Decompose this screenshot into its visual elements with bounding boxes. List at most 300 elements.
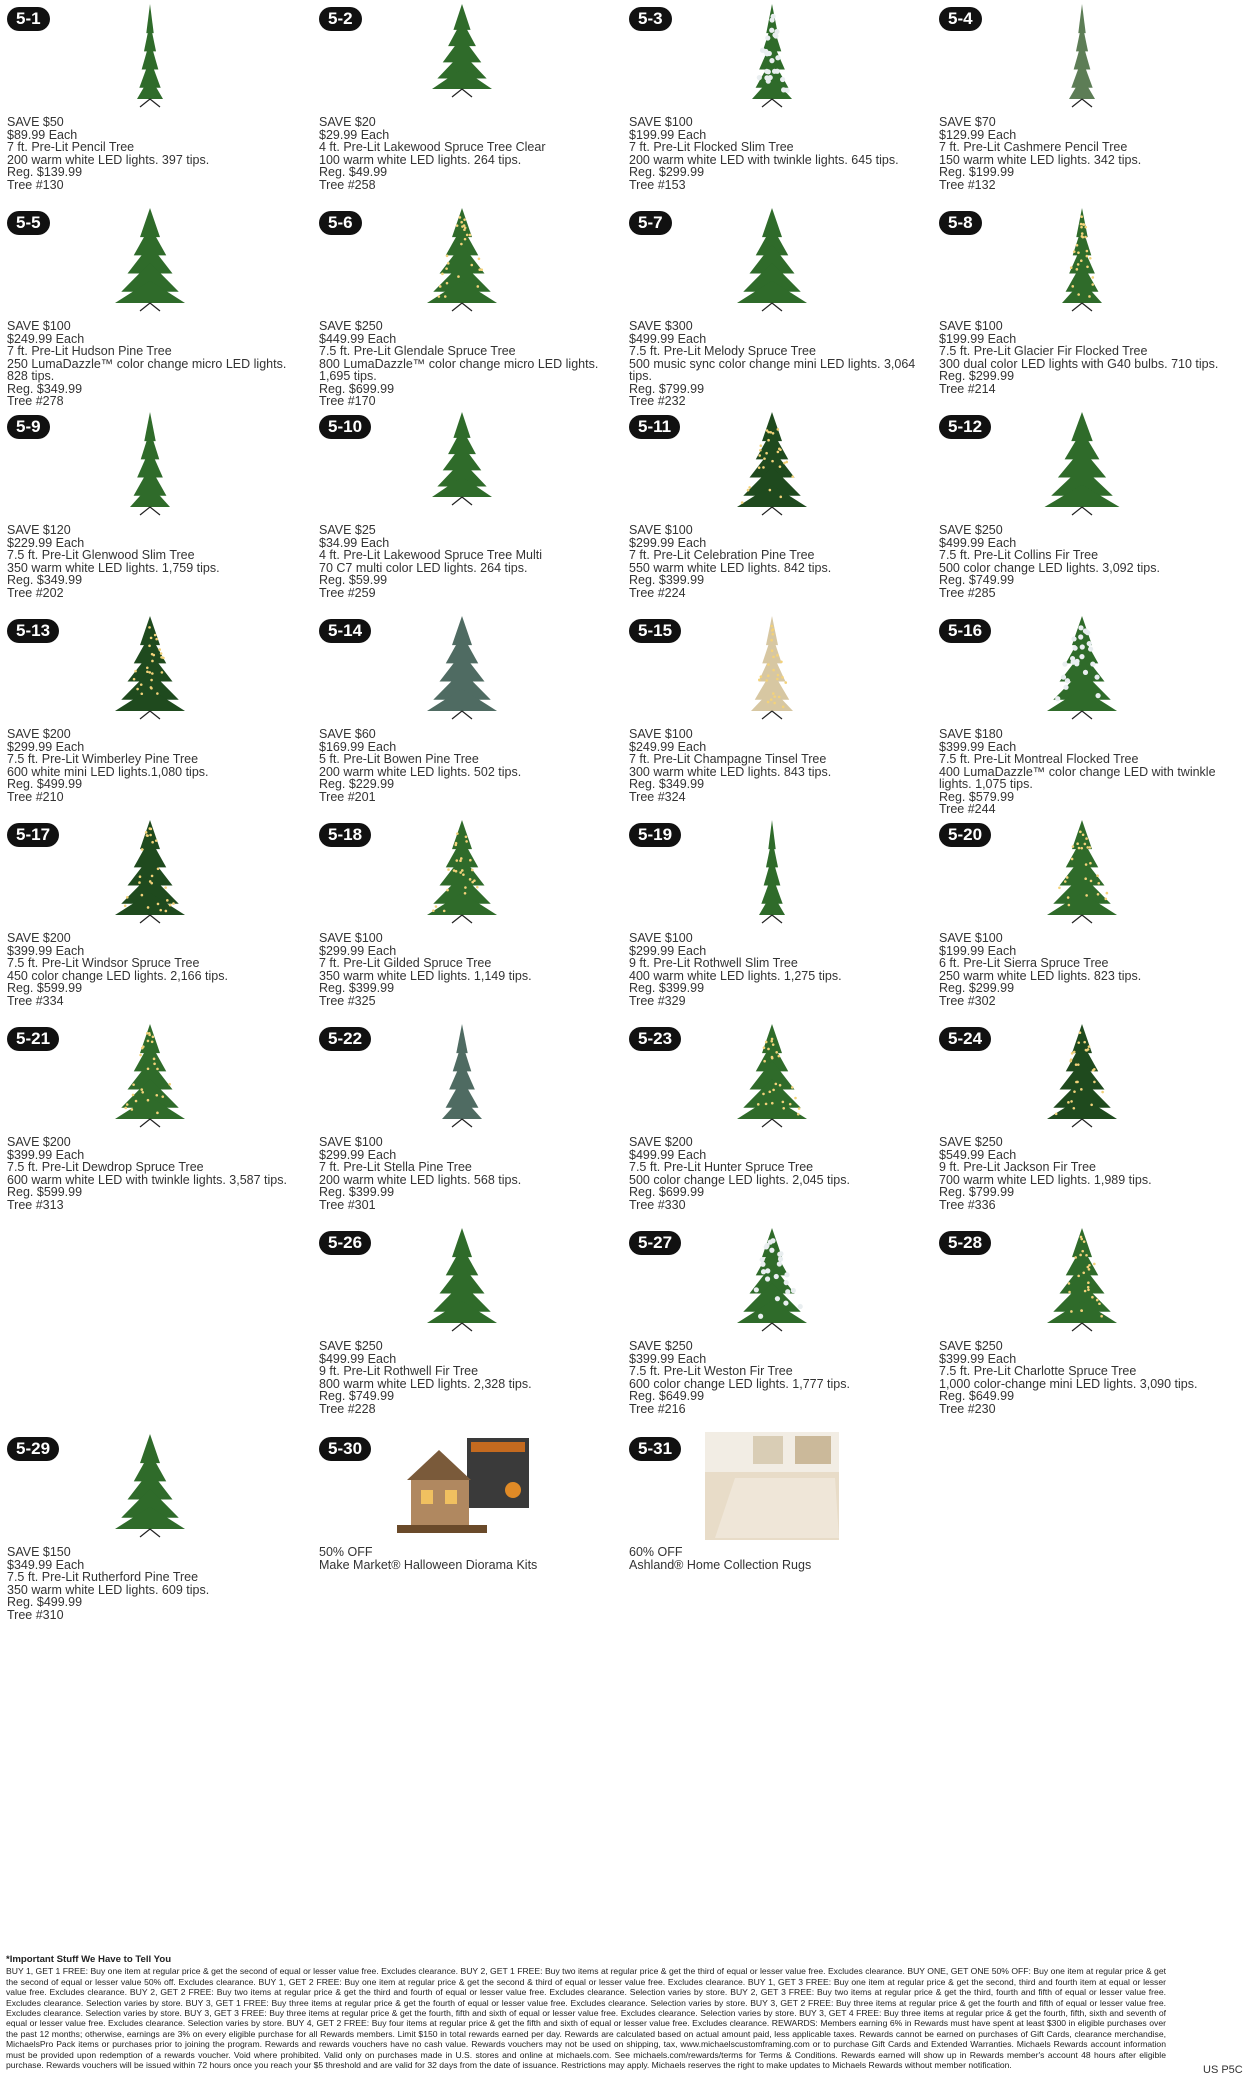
light-dot — [1068, 1282, 1071, 1285]
product-details — [939, 1136, 1239, 1211]
light-dot — [147, 1099, 150, 1102]
product-description: 200 warm white LED with twinkle lights. 645 tips. — [629, 152, 899, 167]
regular-price: Reg. $299.99 — [939, 981, 1015, 995]
light-dot — [1085, 1254, 1088, 1257]
tree-number: Tree #244 — [939, 802, 996, 816]
product-name: 7.5 ft. Pre-Lit Glenwood Slim Tree — [7, 548, 195, 562]
light-dot — [1090, 1103, 1093, 1106]
light-dot — [798, 1107, 801, 1110]
flock-speck — [757, 75, 762, 80]
tree-tier — [1069, 77, 1095, 99]
flock-speck — [785, 1289, 790, 1294]
light-dot — [780, 660, 783, 663]
light-dot — [132, 1094, 135, 1097]
light-dot — [477, 285, 480, 288]
light-dot — [1083, 223, 1086, 226]
light-dot — [147, 1040, 150, 1043]
product-name: 7.5 ft. Pre-Lit Glacier Fir Flocked Tree — [939, 344, 1148, 358]
product-details — [319, 728, 619, 803]
tree-number: Tree #228 — [319, 1401, 376, 1416]
light-dot — [466, 234, 469, 237]
light-dot — [1055, 1113, 1058, 1116]
legal-fine-print — [6, 1955, 1166, 2070]
item-number-badge: 5-14 — [319, 619, 371, 643]
tree-tier — [737, 485, 807, 507]
light-dot — [155, 638, 158, 641]
light-dot — [161, 671, 164, 674]
tree-stand — [762, 711, 772, 719]
flock-speck — [781, 87, 786, 92]
tree-number: Tree #153 — [629, 177, 686, 192]
flock-speck — [1080, 644, 1085, 649]
light-dot — [794, 1097, 797, 1100]
legal-heading: *Important Stuff We Have to Tell You — [6, 1954, 172, 1965]
product-details — [319, 116, 619, 191]
light-dot — [1085, 1049, 1088, 1052]
light-dot — [478, 257, 481, 260]
tree-number: Tree #310 — [7, 1607, 64, 1622]
light-dot — [153, 1062, 156, 1065]
flock-speck — [1083, 628, 1088, 633]
regular-price: Reg. $59.99 — [319, 573, 388, 587]
product-description: 800 LumaDazzle™ color change micro LED lights. 1,695 tips. — [319, 356, 599, 383]
savings-text: SAVE $100 — [319, 1135, 383, 1149]
savings-text: SAVE $200 — [629, 1135, 693, 1149]
product-details — [7, 320, 307, 408]
light-dot — [1075, 1063, 1078, 1066]
light-dot — [456, 224, 459, 227]
light-dot — [1073, 250, 1076, 253]
product-description: 300 warm white LED lights. 843 tips. — [629, 764, 832, 779]
tree-stand — [462, 1119, 472, 1127]
product-description: 70 C7 multi color LED lights. 264 tips. — [319, 560, 528, 575]
product-details — [939, 1340, 1239, 1415]
light-dot — [762, 466, 765, 469]
savings-text: SAVE $100 — [7, 319, 71, 333]
light-dot — [1085, 863, 1088, 866]
product-description: 350 warm white LED lights. 609 tips. — [7, 1582, 210, 1597]
product-details — [7, 932, 307, 1007]
light-dot — [1084, 226, 1087, 229]
product-details — [319, 524, 619, 599]
light-dot — [763, 1046, 766, 1049]
light-dot — [1070, 266, 1073, 269]
regular-price: Reg. $499.99 — [7, 1595, 83, 1609]
light-dot — [777, 428, 780, 431]
light-dot — [476, 886, 479, 889]
price-text: $229.99 Each — [7, 535, 85, 550]
light-dot — [1090, 880, 1093, 883]
regular-price: Reg. $499.99 — [7, 777, 83, 791]
tree-stand — [772, 1119, 782, 1127]
light-dot — [446, 889, 449, 892]
light-dot — [1087, 1281, 1090, 1284]
light-dot — [772, 628, 775, 631]
price-text: $34.99 Each — [319, 535, 390, 550]
light-dot — [765, 1103, 768, 1106]
price-text: $199.99 Each — [939, 943, 1017, 958]
tree-stand — [150, 1529, 160, 1537]
product-name: 4 ft. Pre-Lit Lakewood Spruce Tree Multi — [319, 548, 543, 562]
flock-speck — [768, 1240, 773, 1245]
flock-speck — [761, 1269, 766, 1274]
light-dot — [140, 1088, 143, 1091]
light-dot — [444, 295, 447, 298]
page-code: US P5C — [1203, 2064, 1243, 2076]
light-dot — [1084, 843, 1087, 846]
light-dot — [758, 454, 761, 457]
light-dot — [160, 652, 163, 655]
item-number-badge: 5-4 — [939, 7, 982, 31]
price-text: $399.99 Each — [7, 1147, 85, 1162]
light-dot — [763, 457, 766, 460]
light-dot — [773, 702, 776, 705]
light-dot — [778, 1055, 781, 1058]
light-dot — [1073, 1051, 1076, 1054]
product-name: 7.5 ft. Pre-Lit Dewdrop Spruce Tree — [7, 1160, 204, 1174]
regular-price: Reg. $349.99 — [629, 777, 705, 791]
product-description: 250 warm white LED lights. 823 tips. — [939, 968, 1142, 983]
flock-speck — [777, 1261, 782, 1266]
flock-speck — [758, 1314, 763, 1319]
tree-number: Tree #230 — [939, 1401, 996, 1416]
light-dot — [765, 452, 768, 455]
tree-stand — [772, 711, 782, 719]
tree-stand — [462, 915, 472, 923]
light-dot — [1076, 842, 1079, 845]
light-dot — [773, 695, 776, 698]
light-dot — [151, 672, 154, 675]
light-dot — [145, 831, 148, 834]
light-dot — [438, 295, 441, 298]
flock-speck — [1055, 696, 1060, 701]
product-description: 400 LumaDazzle™ color change LED with twinkle lights. 1,075 tips. — [939, 764, 1216, 791]
light-dot — [782, 1107, 785, 1110]
light-dot — [1084, 877, 1087, 880]
flock-speck — [1087, 641, 1092, 646]
product-description: 450 color change LED lights. 2,166 tips. — [7, 968, 228, 983]
light-dot — [1070, 1058, 1073, 1061]
price-text: $399.99 Each — [939, 739, 1017, 754]
light-dot — [760, 444, 763, 447]
flock-speck — [1083, 670, 1088, 675]
savings-text: SAVE $100 — [939, 319, 1003, 333]
item-number-badge: 5-2 — [319, 7, 362, 31]
item-number-badge: 5-24 — [939, 1027, 991, 1051]
light-dot — [443, 910, 446, 913]
light-dot — [1067, 896, 1070, 899]
light-dot — [139, 1054, 142, 1057]
price-text: Ashland® Home Collection Rugs — [629, 1557, 812, 1572]
flock-speck — [1090, 661, 1095, 666]
light-dot — [148, 671, 151, 674]
diorama-part — [421, 1490, 433, 1504]
tree-stand — [1072, 711, 1082, 719]
light-dot — [1092, 1069, 1095, 1072]
light-dot — [464, 892, 467, 895]
tree-number: Tree #336 — [939, 1197, 996, 1212]
flock-speck — [1094, 675, 1099, 680]
light-dot — [1074, 1256, 1077, 1259]
product-name: 7.5 ft. Pre-Lit Hunter Spruce Tree — [629, 1160, 814, 1174]
flock-speck — [798, 1304, 803, 1309]
item-number-badge: 5-29 — [7, 1437, 59, 1461]
savings-text: SAVE $250 — [629, 1339, 693, 1353]
item-number-badge: 5-7 — [629, 211, 672, 235]
light-dot — [772, 633, 775, 636]
product-name: 7.5 ft. Pre-Lit Rutherford Pine Tree — [7, 1570, 199, 1584]
item-number-badge: 5-23 — [629, 1027, 681, 1051]
flock-speck — [775, 1296, 780, 1301]
savings-text: SAVE $250 — [939, 523, 1003, 537]
light-dot — [459, 859, 462, 862]
regular-price: Reg. $399.99 — [629, 573, 705, 587]
product-name: 7.5 ft. Pre-Lit Wimberley Pine Tree — [7, 752, 199, 766]
light-dot — [446, 282, 449, 285]
light-dot — [789, 1103, 792, 1106]
light-dot — [146, 666, 149, 669]
flock-speck — [1079, 654, 1084, 659]
price-text: $499.99 Each — [939, 535, 1017, 550]
flock-speck — [1063, 685, 1068, 690]
light-dot — [1080, 1088, 1083, 1091]
diorama-part — [397, 1525, 487, 1533]
product-description: 250 LumaDazzle™ color change micro LED lights. 828 tips. — [7, 356, 287, 383]
savings-text: SAVE $100 — [629, 115, 693, 129]
rug-part — [715, 1478, 839, 1538]
savings-text: SAVE $100 — [629, 931, 693, 945]
light-dot — [1077, 263, 1080, 266]
item-number-badge: 5-17 — [7, 823, 59, 847]
product-details — [939, 320, 1239, 395]
tree-stand — [140, 1119, 150, 1127]
tree-stand — [772, 507, 782, 515]
savings-text: 60% OFF — [629, 1545, 683, 1559]
product-details — [629, 1340, 929, 1415]
light-dot — [1082, 1271, 1085, 1274]
light-dot — [463, 218, 466, 221]
product-details — [7, 524, 307, 599]
light-dot — [457, 275, 460, 278]
light-dot — [1080, 226, 1083, 229]
item-number-badge: 5-21 — [7, 1027, 59, 1051]
savings-text: SAVE $250 — [319, 319, 383, 333]
price-text: $399.99 Each — [939, 1351, 1017, 1366]
light-dot — [135, 1100, 138, 1103]
tree-number: Tree #330 — [629, 1197, 686, 1212]
product-details — [629, 1546, 929, 1571]
price-text: $349.99 Each — [7, 1557, 85, 1572]
light-dot — [1058, 887, 1061, 890]
item-number-badge: 5-6 — [319, 211, 362, 235]
light-dot — [148, 644, 151, 647]
flock-speck — [767, 51, 772, 56]
light-dot — [139, 875, 142, 878]
flock-speck — [766, 69, 771, 74]
price-text: $499.99 Each — [319, 1351, 397, 1366]
product-details — [7, 728, 307, 803]
light-dot — [1071, 285, 1074, 288]
light-dot — [1087, 1048, 1090, 1051]
savings-text: SAVE $200 — [7, 1135, 71, 1149]
flock-speck — [765, 1276, 770, 1281]
savings-text: SAVE $100 — [939, 931, 1003, 945]
tree-stand — [462, 711, 472, 719]
light-dot — [454, 844, 457, 847]
light-dot — [470, 264, 473, 267]
regular-price: Reg. $649.99 — [629, 1389, 705, 1403]
light-dot — [778, 696, 781, 699]
price-text: $249.99 Each — [629, 739, 707, 754]
product-details — [7, 1136, 307, 1211]
flock-speck — [783, 1300, 788, 1305]
diorama-part — [411, 1480, 469, 1525]
tree-number: Tree #301 — [319, 1197, 376, 1212]
product-details — [939, 728, 1239, 816]
light-dot — [1077, 293, 1080, 296]
light-dot — [784, 681, 787, 684]
product-description: 200 warm white LED lights. 568 tips. — [319, 1172, 522, 1187]
savings-text: SAVE $250 — [319, 1339, 383, 1353]
light-dot — [762, 1093, 765, 1096]
light-dot — [154, 634, 157, 637]
light-dot — [469, 878, 472, 881]
light-dot — [767, 1048, 770, 1051]
tree-tier — [1047, 893, 1117, 915]
product-description: 200 warm white LED lights. 397 tips. — [7, 152, 210, 167]
item-number-badge: 5-8 — [939, 211, 982, 235]
light-dot — [1084, 236, 1087, 239]
product-details — [939, 524, 1239, 599]
tree-stand — [1082, 1119, 1092, 1127]
product-details — [629, 1136, 929, 1211]
light-dot — [1091, 1296, 1094, 1299]
light-dot — [134, 670, 137, 673]
product-description: 100 warm white LED lights. 264 tips. — [319, 152, 522, 167]
tree-number: Tree #285 — [939, 585, 996, 600]
light-dot — [151, 875, 154, 878]
tree-stand — [150, 99, 160, 107]
light-dot — [765, 679, 768, 682]
light-dot — [1093, 1081, 1096, 1084]
light-dot — [1078, 847, 1081, 850]
light-dot — [1089, 862, 1092, 865]
light-dot — [770, 639, 773, 642]
price-text: $299.99 Each — [319, 943, 397, 958]
tree-stand — [1072, 303, 1082, 311]
product-description: 600 warm white LED with twinkle lights. 3,587 tips. — [7, 1172, 287, 1187]
tree-tier — [442, 1097, 482, 1119]
light-dot — [461, 869, 464, 872]
light-dot — [757, 1103, 760, 1106]
light-dot — [1097, 882, 1100, 885]
flock-speck — [754, 1287, 759, 1292]
tree-tier — [737, 281, 807, 303]
light-dot — [136, 688, 139, 691]
light-dot — [775, 1083, 778, 1086]
item-number-badge: 5-11 — [629, 415, 680, 439]
price-text: $499.99 Each — [629, 1147, 707, 1162]
tree-number: Tree #224 — [629, 585, 686, 600]
savings-text: SAVE $70 — [939, 115, 996, 129]
flock-speck — [760, 1262, 765, 1267]
diorama-part — [505, 1482, 521, 1498]
light-dot — [769, 489, 772, 492]
product-name: 7.5 ft. Pre-Lit Weston Fir Tree — [629, 1364, 793, 1378]
tree-number: Tree #329 — [629, 993, 686, 1008]
tree-tier — [130, 485, 170, 507]
product-name: 7 ft. Pre-Lit Stella Pine Tree — [319, 1160, 472, 1174]
regular-price: Reg. $229.99 — [319, 777, 395, 791]
flock-speck — [1062, 662, 1067, 667]
tree-number: Tree #201 — [319, 789, 376, 804]
product-description: 500 color change LED lights. 2,045 tips. — [629, 1172, 850, 1187]
item-number-badge: 5-20 — [939, 823, 991, 847]
product-name: 7.5 ft. Pre-Lit Charlotte Spruce Tree — [939, 1364, 1137, 1378]
light-dot — [791, 1086, 794, 1089]
light-dot — [151, 660, 154, 663]
flock-speck — [1065, 678, 1070, 683]
item-number-badge: 5-15 — [629, 619, 681, 643]
tree-stand — [762, 507, 772, 515]
item-number-badge: 5-9 — [7, 415, 50, 439]
light-dot — [160, 656, 163, 659]
light-dot — [432, 909, 435, 912]
tree-stand — [1082, 711, 1092, 719]
light-dot — [465, 840, 468, 843]
product-name: 5 ft. Pre-Lit Bowen Pine Tree — [319, 752, 479, 766]
savings-text: SAVE $250 — [939, 1135, 1003, 1149]
tree-stand — [772, 1323, 782, 1331]
tree-stand — [1072, 1323, 1082, 1331]
tree-stand — [462, 89, 472, 97]
tree-tier — [115, 1507, 185, 1529]
savings-text: SAVE $200 — [7, 727, 71, 741]
flock-speck — [769, 28, 774, 33]
light-dot — [797, 1113, 800, 1116]
product-name: 7 ft. Pre-Lit Flocked Slim Tree — [629, 140, 794, 154]
light-dot — [161, 1095, 164, 1098]
light-dot — [778, 448, 781, 451]
light-dot — [1104, 898, 1107, 901]
tree-stand — [452, 89, 462, 97]
light-dot — [1097, 893, 1100, 896]
item-number-badge: 5-13 — [7, 619, 59, 643]
price-text: $199.99 Each — [939, 331, 1017, 346]
light-dot — [782, 1101, 785, 1104]
product-name: 7 ft. Pre-Lit Celebration Pine Tree — [629, 548, 815, 562]
regular-price: Reg. $139.99 — [7, 165, 83, 179]
flock-speck — [1072, 646, 1077, 651]
tree-number: Tree #278 — [7, 394, 64, 408]
item-number-badge: 5-16 — [939, 619, 991, 643]
light-dot — [1082, 236, 1085, 239]
tree-tier — [1062, 281, 1102, 303]
light-dot — [459, 871, 462, 874]
light-dot — [150, 828, 153, 831]
regular-price: Reg. $299.99 — [629, 165, 705, 179]
flock-speck — [780, 77, 785, 82]
light-dot — [747, 489, 750, 492]
savings-text: SAVE $200 — [7, 931, 71, 945]
product-details — [629, 524, 929, 599]
light-dot — [459, 216, 462, 219]
regular-price: Reg. $649.99 — [939, 1389, 1015, 1403]
light-dot — [1071, 858, 1074, 861]
price-text: $399.99 Each — [7, 943, 85, 958]
light-dot — [478, 268, 481, 271]
light-dot — [1080, 1309, 1083, 1312]
